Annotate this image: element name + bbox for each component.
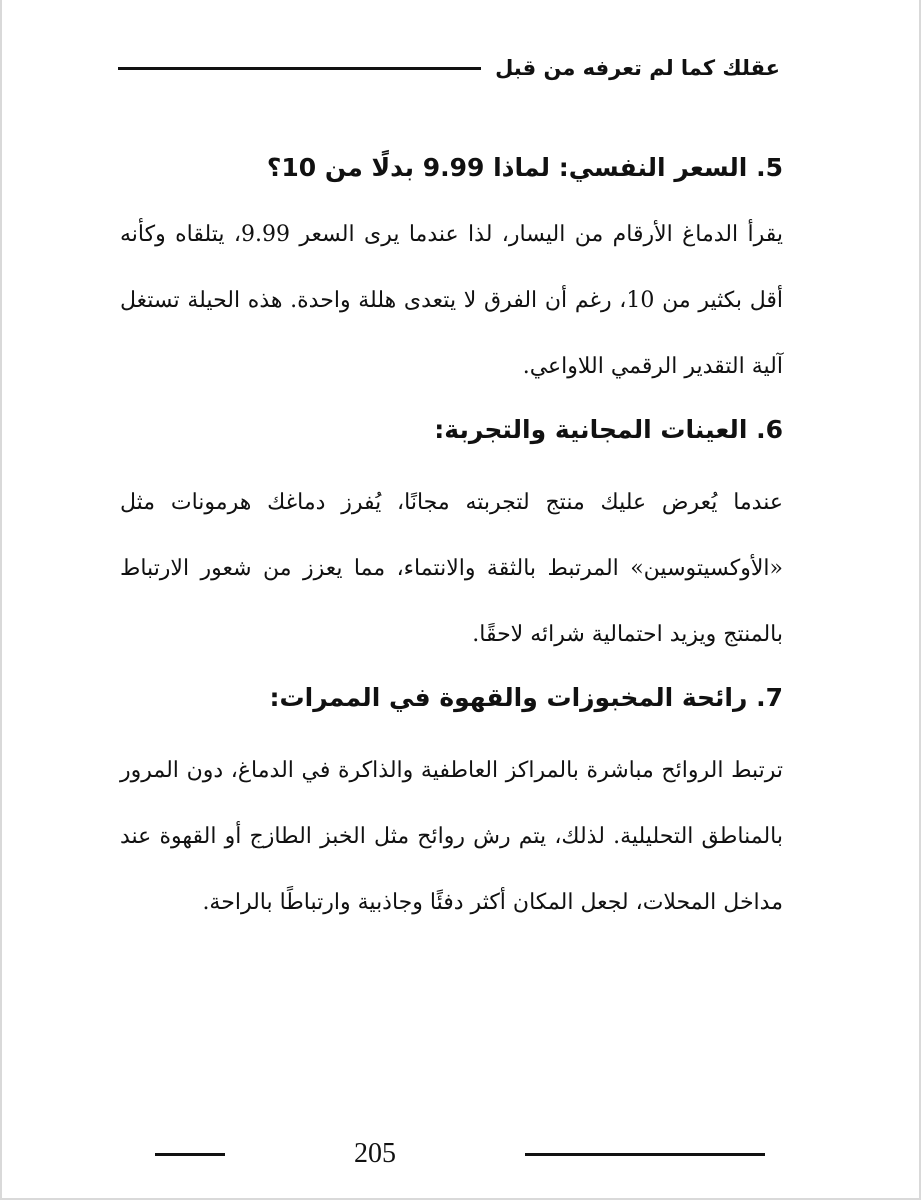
section-paragraph-7: ترتبط الروائح مباشرة بالمراكز العاطفية والذاكرة في الدماغ، دون المرور بالمناطق التحليلية. لذلك، يتم رش روائح مثل الخبز الطازج أو القهوة عند مداخل المحلات، لجعل المكان أكثر دفئًا وجاذبية وارتباطًا بالراحة. [120,758,783,915]
running-title: عقلك كما لم تعرفه من قبل [495,56,780,80]
section-heading-5: 5. السعر النفسي: لماذا 9.99 بدلًا من 10؟ [266,153,783,182]
footer-rule-left [155,1153,225,1156]
section-paragraph-5: يقرأ الدماغ الأرقام من اليسار، لذا عندما يرى السعر 9.99، يتلقاه وكأنه أقل بكثير من 10، رغم أن الفرق لا يتعدى هللة واحدة. هذه الحيلة تستغل آلية التقدير الرقمي اللاواعي. [120,222,784,379]
section-heading-7: 7. رائحة المخبوزات والقهوة في الممرات: [269,683,783,712]
page-footer [155,1134,765,1174]
section-heading-6: 6. العينات المجانية والتجربة: [434,415,783,444]
page-content [120,140,783,936]
page-header [118,48,780,88]
footer-rule-right [525,1153,765,1156]
header-rule [118,67,481,70]
section-paragraph-6: عندما يُعرض عليك منتج لتجربته مجانًا، يُفرز دماغك هرمونات مثل «الأوكسيتوسين» المرتبط بالثقة والانتماء، مما يعزز من شعور الارتباط بالمنتج ويزيد احتمالية شرائه لاحقًا. [120,490,783,647]
page-number: 205 [354,1138,396,1169]
